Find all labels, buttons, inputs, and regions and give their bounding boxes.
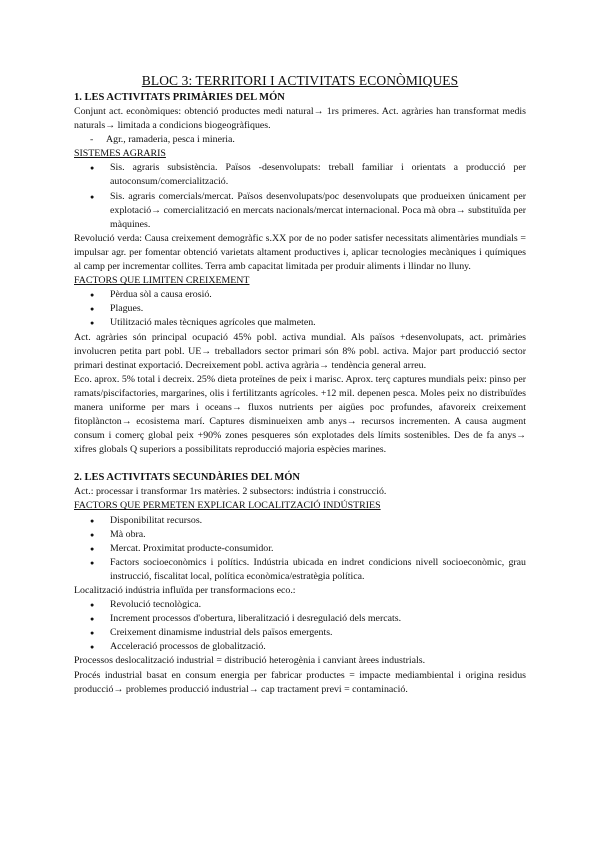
list-item: - Agr., ramaderia, pesca i mineria.: [74, 133, 526, 147]
list-item: ● Plagues.: [74, 302, 526, 316]
paragraph-intro-primary: Conjunt act. econòmiques: obtenció productes medi natural→ 1rs primeres. Act. agràries han transformat medis naturals→ limitada a condicions biogeogràfiques.: [74, 106, 526, 132]
list-item: ● Sis. agraris subsistència. Països -desenvolupats: treball familiar i orientats a producció per autoconsum/comercialització.: [74, 161, 526, 189]
dash-list: [74, 133, 526, 147]
paragraph-intro-secondary: Act.: processar i transformar 1rs matèries. 2 subsectors: indústria i construcció.: [74, 486, 387, 498]
paragraph-proces-industrial: Procés industrial basat en consum energia per fabricar productes = impacte mediambiental i origina residus producció→ problemes producció industrial→ cap tractament previ = contaminació.: [74, 669, 526, 695]
list-item: ● Increment processos d'obertura, liberalització i desregulació dels mercats.: [74, 612, 526, 626]
list-item: ● Mà obra.: [74, 528, 526, 542]
list-item: ● Acceleració processos de globalització.: [74, 640, 526, 654]
bullet-list-factors-limiten: [74, 288, 526, 330]
subheading-factors-limiten: FACTORS QUE LIMITEN CREIXEMENT: [74, 275, 250, 287]
list-item: ● Utilització males tècniques agrícoles que malmeten.: [74, 316, 526, 330]
list-item: ● Disponibilitat recursos.: [74, 514, 526, 528]
page-title: BLOC 3: TERRITORI I ACTIVITATS ECONÒMIQUES: [141, 73, 459, 88]
section-heading-secondary: 2. LES ACTIVITATS SECUNDÀRIES DEL MÓN: [74, 472, 301, 484]
bullet-list-sistemes: [74, 161, 526, 231]
paragraph-activitats-agraries: Act. agràries són principal ocupació 45% pobl. activa mundial. Als països +desenvolupats, act. primàries involucren petita part pobl. UE→ treballadors sector primari són 8% pobl. activa. Major part producció sector primari destinat exportació. Decreixement pobl. activa agrària→ tendència general arreu.: [74, 331, 526, 371]
document-page: [74, 72, 526, 697]
spacer: [74, 457, 526, 471]
list-item: ● Creixement dinamisme industrial dels països emergents.: [74, 626, 526, 640]
list-item: ● Pèrdua sòl a causa erosió.: [74, 288, 526, 302]
bullet-list-factors-localitzacio: [74, 514, 526, 584]
paragraph-deslocalitzacio: Processos deslocalització industrial = distribució heterogènia i canviant àrees industrials.: [74, 655, 426, 667]
bullet-list-transformacions: [74, 598, 526, 654]
subheading-factors-localitzacio: FACTORS QUE PERMETEN EXPLICAR LOCALITZACIÓ INDÚSTRIES: [74, 500, 381, 512]
paragraph-localitzacio: Localització indústria influïda per transformacions eco.:: [74, 585, 296, 596]
paragraph-revolucio-verda: Revolució verda: Causa creixement demogràfic s.XX por de no poder satisfer necessitats alimentàries mundials = impulsar agr. per fomentar obtenció varietats altament productives i, aplicar tecnologies mecàniques i químiques al camp per incrementar collites. Terra amb capacitat limitada per produir aliments i llindar no lluny.: [74, 232, 526, 273]
subheading-sistemes-agraris: SISTEMES AGRARIS: [74, 148, 166, 160]
paragraph-pesca: Eco. aprox. 5% total i decreix. 25% dieta proteïnes de peix i marisc. Aprox. terç captures mundials peix: pinso per ramats/piscifactories, margarines, olis i fertilitzants agrícoles. +12 mil. depenen pesca. Moles peix no distribuïdes manera uniforme per mars i oceans→ fluxos nutrients per aigües poc profundes, afavoreix creixement fitoplàncton→ ecosistema marí. Captures disminueixen amb anys→ recursos incrementen. A causa augment consum i comerç global peix +90% zones pesqueres són explotades dels límits sostenibles. Des de fa anys→ xifres globals Q superiors a possibilitats reproducció majoria espècies marines.: [74, 373, 526, 456]
section-heading-primary: 1. LES ACTIVITATS PRIMÀRIES DEL MÓN: [74, 92, 285, 103]
list-item: ● Sis. agraris comercials/mercat. Països desenvolupats/poc desenvolupats que produeixen únicament per explotació→ comercialització en mercats nacionals/mercat internacional. Poca mà obra→ substituïda per màquines.: [74, 190, 526, 232]
list-item: ● Revolució tecnològica.: [74, 598, 526, 612]
list-item: ● Mercat. Proximitat producte-consumidor.: [74, 542, 526, 556]
list-item: ● Factors socioeconòmics i polítics. Indústria ubicada en indret condicions nivell socioeconòmic, grau instrucció, fiscalitat local, política econòmica/estratègia política.: [74, 556, 526, 584]
